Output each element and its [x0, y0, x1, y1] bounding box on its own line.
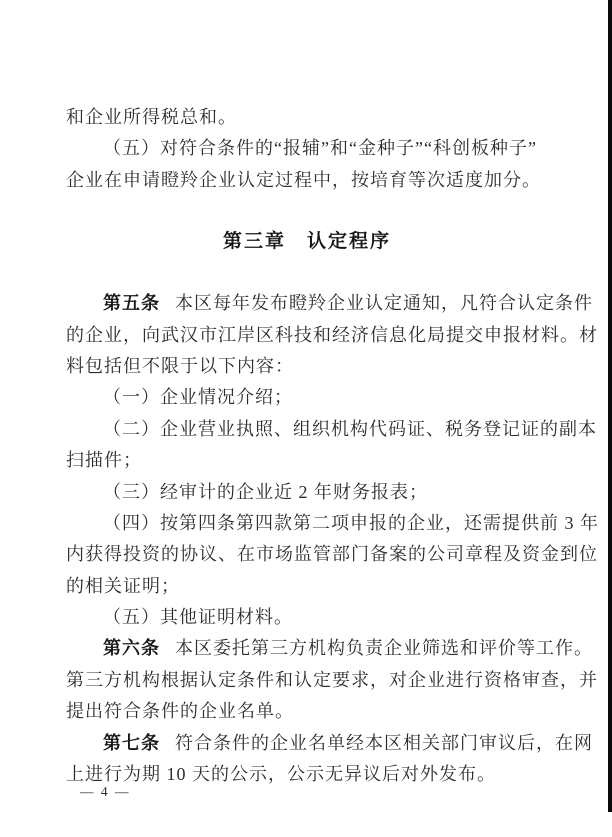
text-line [66, 665, 598, 696]
chapter-heading: 第三章 认定程序 [222, 231, 391, 253]
paragraph-block-main [66, 288, 599, 790]
line-text: 内获得投资的协议、在市场监管部门备案的公司章程及资金到位 [66, 544, 598, 565]
text-line [66, 133, 548, 164]
text-line [66, 571, 548, 602]
line-text: 第三方机构根据认定条件和认定要求，对企业进行资格审查，并 [66, 669, 598, 690]
line-text: 料包括但不限于以下内容： [66, 355, 294, 376]
text-line [66, 539, 598, 570]
line-text: 的相关证明； [66, 575, 180, 596]
text-line [66, 414, 597, 445]
text-line [66, 445, 548, 476]
page-edge-shadow [608, 0, 612, 812]
text-line [66, 102, 548, 133]
text-line [66, 696, 548, 727]
line-text: 上进行为期 10 天的公示，公示无异议后对外发布。 [66, 764, 496, 785]
line-text: 提出符合条件的企业名单。 [66, 701, 294, 722]
line-text: 本区每年发布瞪羚企业认定通知，凡符合认定条件 [175, 293, 593, 314]
text-line [66, 351, 548, 382]
article-label: 第五条 [103, 293, 160, 314]
article-label: 第七条 [103, 732, 160, 753]
line-text: （五）对符合条件的“报辅”和“金种子”“科创板种子” [103, 138, 537, 159]
line-text: 企业在申请瞪羚企业认定过程中，按培育等次适度加分。 [66, 169, 541, 190]
text-line [66, 288, 593, 319]
paragraph-block-top [66, 102, 548, 196]
text-line [66, 477, 548, 508]
line-text: （三）经审计的企业近 2 年财务报表； [103, 481, 428, 502]
text-line [66, 320, 598, 351]
line-text: 本区委托第三方机构负责企业筛选和评价等工作。 [175, 638, 593, 659]
text-line [66, 508, 599, 539]
line-text: （二）企业营业执照、组织机构代码证、税务登记证的副本 [103, 418, 597, 439]
text-line [66, 165, 548, 196]
body-text [66, 102, 599, 790]
line-text: （五）其他证明材料。 [103, 607, 293, 628]
text-line [66, 602, 548, 633]
line-text: 符合条件的企业名单经本区相关部门审议后，在网 [175, 732, 593, 753]
text-line [66, 759, 548, 790]
line-text: 扫描件； [66, 450, 142, 471]
text-line [66, 633, 593, 664]
text-line [66, 382, 548, 413]
article-label: 第六条 [103, 638, 160, 659]
page-number: — 4 — [80, 784, 131, 799]
line-text: 和企业所得税总和。 [66, 107, 237, 127]
line-text: （一）企业情况介绍； [103, 387, 293, 408]
line-text: 的企业，向武汉市江岸区科技和经济信息化局提交申报材料。材 [66, 324, 598, 345]
text-line [66, 728, 593, 759]
line-text: （四）按第四条第四款第二项申报的企业，还需提供前 3 年 [103, 512, 599, 533]
